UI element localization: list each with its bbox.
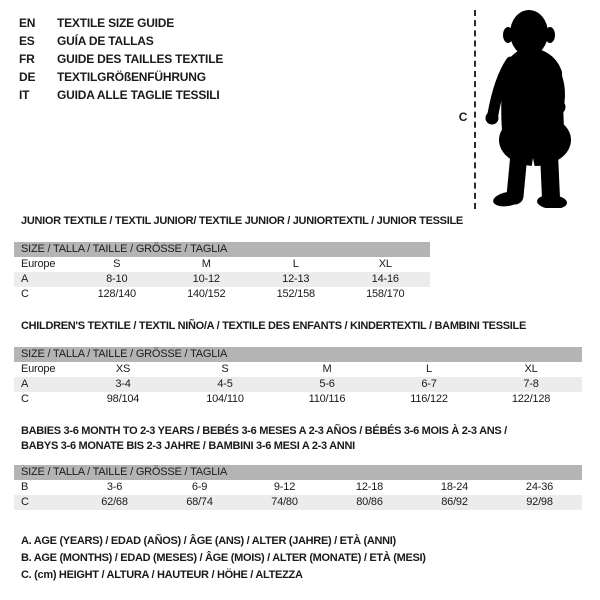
table-row [14, 272, 430, 287]
table-row [14, 392, 582, 407]
section-title [14, 424, 582, 454]
language-row [19, 86, 223, 104]
language-row [19, 68, 223, 86]
table-row [14, 362, 582, 377]
language-title: GUIDE DES TAILLES TEXTILE [57, 52, 224, 66]
value-cell: 86/92 [441, 496, 468, 508]
legend-line: A. AGE (YEARS) / EDAD (AÑOS) / ÂGE (ANS) / ALTER (JAHRE) / ETÀ (ANNI) [21, 535, 396, 547]
section-title [14, 319, 582, 334]
table-row [14, 257, 430, 272]
height-label-c: C [458, 110, 468, 124]
section-title-line: BABYS 3-6 MONATE BIS 2-3 JAHRE / BAMBINI 3-6 MESI A 2-3 ANNI [21, 440, 355, 452]
value-cell: 8-10 [106, 273, 128, 285]
value-cell: 98/104 [106, 393, 140, 405]
value-cell: 12-13 [282, 273, 310, 285]
language-row [19, 14, 223, 32]
value-cell: 152/158 [276, 288, 315, 300]
table-row [14, 287, 430, 302]
language-title: GUÍA DE TALLAS [57, 34, 154, 48]
row-label: A [21, 378, 29, 390]
row-label: Europe [21, 363, 56, 375]
value-cell: 128/140 [97, 288, 136, 300]
value-cell: 3-4 [115, 378, 131, 390]
row-label: B [21, 481, 29, 493]
size-section-2 [14, 424, 582, 510]
size-table [14, 465, 582, 510]
language-row [19, 50, 223, 68]
table-row [14, 480, 582, 495]
value-cell: L [426, 363, 432, 375]
language-code: ES [19, 34, 35, 48]
size-header-bar: SIZE / TALLA / TAILLE / GRÖSSE / TAGLIA [14, 347, 582, 362]
value-cell: S [221, 363, 229, 375]
value-cell: 110/116 [308, 393, 346, 405]
size-section-1 [14, 319, 582, 407]
row-label: A [21, 273, 29, 285]
section-title [14, 214, 463, 229]
table-row [14, 495, 582, 510]
section-title-line: CHILDREN'S TEXTILE / TEXTIL NIÑO/A / TEXTILE DES ENFANTS / KINDERTEXTIL / BAMBINI TESSILE [21, 320, 526, 332]
value-cell: 116/122 [410, 393, 448, 405]
row-label: Europe [21, 258, 56, 270]
language-code: DE [19, 70, 36, 84]
language-title: TEXTILE SIZE GUIDE [57, 16, 175, 30]
language-code: EN [19, 16, 36, 30]
language-title-list [19, 14, 223, 104]
value-cell: 5-6 [319, 378, 335, 390]
value-cell: 140/152 [187, 288, 226, 300]
language-title: GUIDA ALLE TAGLIE TESSILI [57, 88, 220, 102]
height-dashed-line [474, 10, 476, 209]
value-cell: 104/110 [206, 393, 244, 405]
value-cell: 6-9 [191, 481, 208, 493]
value-cell: 10-12 [192, 273, 220, 285]
value-cell: 92/98 [526, 496, 553, 508]
size-section-0 [14, 214, 463, 302]
value-cell: 9-12 [273, 481, 296, 493]
size-header-bar: SIZE / TALLA / TAILLE / GRÖSSE / TAGLIA [14, 465, 582, 480]
value-cell: XS [115, 363, 131, 375]
size-table [14, 242, 430, 302]
language-title: TEXTILGRÖßENFÜHRUNG [57, 70, 206, 84]
row-label: C [21, 393, 29, 405]
value-cell: M [322, 363, 332, 375]
value-cell: 6-7 [421, 378, 437, 390]
legend-line: B. AGE (MONTHS) / EDAD (MESES) / ÂGE (MOIS) / ALTER (MONATE) / ETÀ (MESI) [21, 552, 426, 564]
size-header-bar: SIZE / TALLA / TAILLE / GRÖSSE / TAGLIA [14, 242, 430, 257]
value-cell: 68/74 [186, 496, 213, 508]
size-table [14, 347, 582, 407]
section-title-line: BABIES 3-6 MONTH TO 2-3 YEARS / BEBÉS 3-6 MESES A 2-3 AÑOS / BÉBÉS 3-6 MOIS À 2-3 ANS / [21, 425, 507, 437]
value-cell: M [201, 258, 211, 270]
baby-figure [455, 8, 585, 212]
value-cell: L [292, 258, 299, 270]
value-cell: 122/128 [511, 393, 551, 405]
language-code: FR [19, 52, 35, 66]
value-cell: 24-36 [525, 481, 554, 493]
value-cell: 80/86 [356, 496, 383, 508]
value-cell: S [113, 258, 121, 270]
table-row [14, 377, 582, 392]
value-cell: 158/170 [366, 288, 405, 300]
row-label: C [21, 496, 29, 508]
value-cell: 12-18 [355, 481, 384, 493]
value-cell: 62/68 [101, 496, 128, 508]
language-row [19, 32, 223, 50]
legend-line: C. (cm) HEIGHT / ALTURA / HAUTEUR / HÖHE / ALTEZZA [21, 569, 303, 581]
value-cell: 4-5 [217, 378, 233, 390]
value-cell: 3-6 [106, 481, 123, 493]
value-cell: 18-24 [440, 481, 469, 493]
section-title-line: JUNIOR TEXTILE / TEXTIL JUNIOR/ TEXTILE JUNIOR / JUNIORTEXTIL / JUNIOR TESSILE [21, 215, 463, 227]
baby-silhouette-icon [483, 8, 577, 208]
value-cell: 74/80 [271, 496, 298, 508]
value-cell: XL [378, 258, 392, 270]
value-cell: XL [524, 363, 538, 375]
value-cell: 14-16 [371, 273, 399, 285]
language-code: IT [19, 88, 30, 102]
value-cell: 7-8 [523, 378, 539, 390]
footnote-legend [21, 533, 426, 584]
row-label: C [21, 288, 29, 300]
